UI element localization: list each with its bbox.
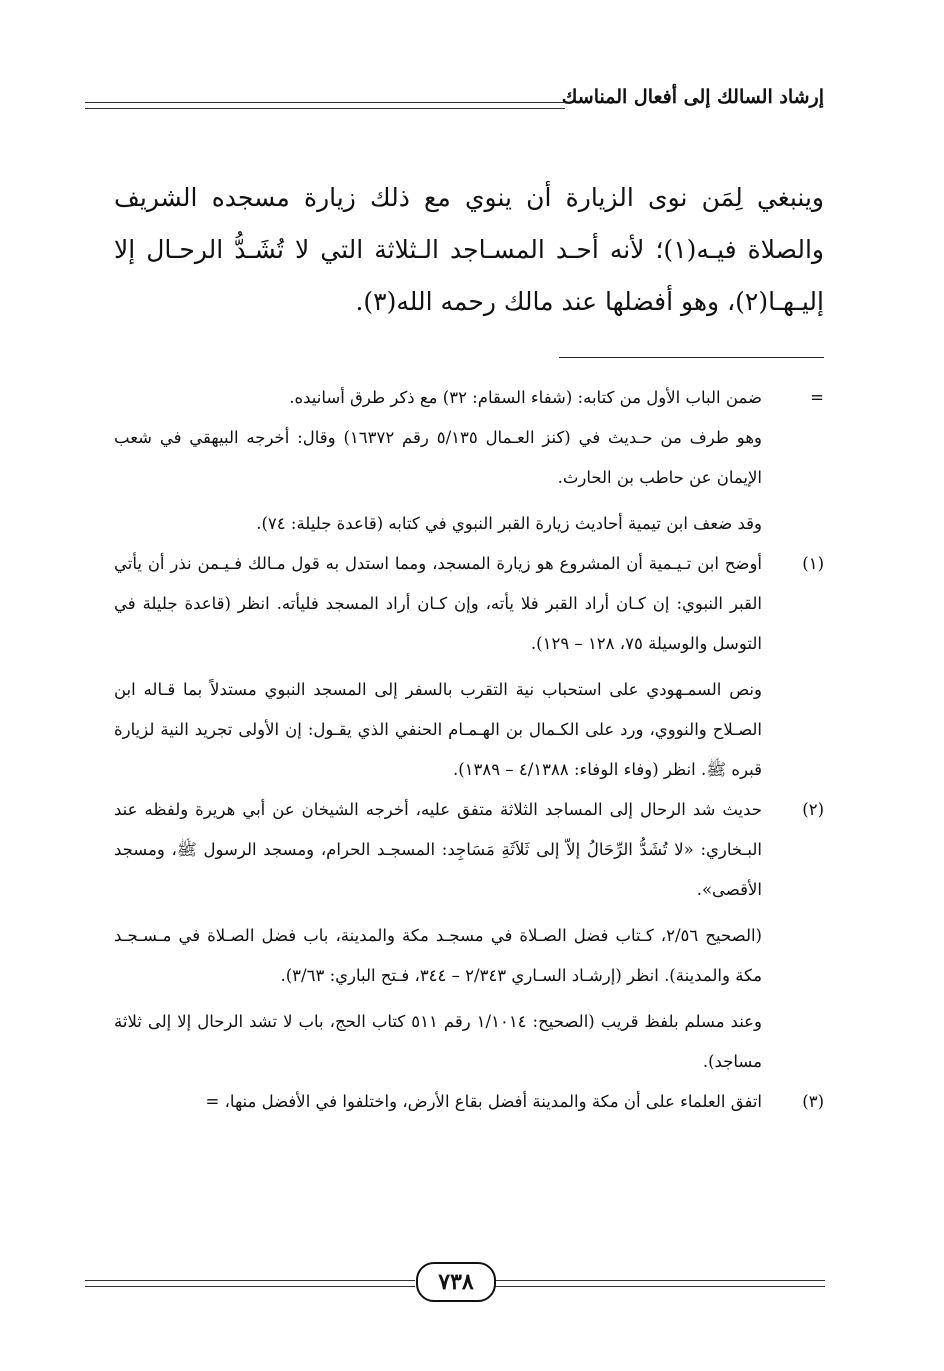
footnote-text: وهو طرف من حـديث في (كنز العـمال ٥/١٣٥ رقم ١٦٣٧٢) وقال: أخرجه البيهقي في شعب الإيمان عن حاطب بن الحارث. <box>114 428 762 487</box>
footnote-paragraph <box>114 916 824 996</box>
footer-rule-left <box>85 1280 415 1287</box>
footnote-paragraph <box>114 418 824 498</box>
main-text-block <box>114 172 824 328</box>
header-rule <box>85 102 565 109</box>
footnote-marker: (١) <box>802 554 824 573</box>
footnote-text: ونص السمـهودي على استحباب نية التقرب بالسفر إلى المسجد النبوي مستدلاً بما قـاله ابن الصـلاح والنووي، ورد على الكـمال بن الهـمـام الحنفي الذي يقـول: إن الأولى تجريد النية لزيارة قبره ﷺ. انظر (وفاء الوفاء: ٤/١٣٨٨ – ١٣٨٩). <box>114 680 762 779</box>
footer-rule-right <box>495 1280 825 1287</box>
header-title: إرشاد السالك إلى أفعال المناسك <box>561 86 824 108</box>
footnote-paragraph <box>114 1002 824 1082</box>
main-paragraph: وينبغي لِمَن نوى الزيارة أن ينوي مع ذلك زيارة مسجده الشريف والصلاة فيـه(١)؛ لأنه أحـد المسـاجد الـثلاثة التي لا تُشَـدُّ الرحـال إلا إليـهـا(٢)، وهو أفضلها عند مالك رحمه الله(٣). <box>114 183 824 316</box>
footnote-text: (الصحيح ٢/٥٦، كـتاب فضل الصـلاة في مسجـد مكة والمدينة، باب فضل الصـلاة في مـسـجـد مكة والمدينة). انظر (إرشـاد السـاري ٢/٣٤٣ – ٣٤٤، فـتح الباري: ٣/٦٣). <box>114 926 762 985</box>
running-header <box>85 80 824 116</box>
footnote-text: اتفق العلماء على أن مكة والمدينة أفضل بقاع الأرض، واختلفوا في الأفضل منها، = <box>205 1092 762 1111</box>
footnote-3 <box>114 1082 824 1122</box>
page-number: ٧٣٨ <box>416 1262 496 1302</box>
footnote-marker: (٢) <box>802 800 824 819</box>
footnotes <box>114 378 824 1122</box>
footnote-marker: (٣) <box>802 1092 824 1111</box>
footnote-marker: = <box>810 388 824 407</box>
footnote-continuation <box>114 378 824 418</box>
page-footer <box>85 1262 825 1308</box>
footnote-text: حديث شد الرحال إلى المساجد الثلاثة متفق عليه، أخرجه الشيخان عن أبي هريرة ولفظه عند البـخاري: «لا تُشَدُّ الرِّحَالُ إلاّ إلى ثَلاَثَةِ مَسَاجِد: المسجـد الحرام، ومسجد الرسول ﷺ، ومسجد الأقصى». <box>114 800 762 899</box>
footnote-text: وعند مسلم بلفظ قريب (الصحيح: ١/١٠١٤ رقم ٥١١ كتاب الحج، باب لا تشد الرحال إلا إلى ثلاثة مساجد). <box>114 1012 762 1071</box>
footnote-2 <box>114 790 824 910</box>
footnote-separator <box>559 357 824 358</box>
footnote-text: وقد ضعف ابن تيمية أحاديث زيارة القبر النبوي في كتابه (قاعدة جليلة: ٧٤). <box>256 514 762 533</box>
footnote-paragraph <box>114 670 824 790</box>
footnote-1 <box>114 544 824 664</box>
footnote-text: ضمن الباب الأول من كتابه: (شفاء السقام: ٣٢) مع ذكر طرق أسانيده. <box>289 388 762 407</box>
footnote-text: أوضح ابن تـيـمية أن المشروع هو زيارة المسجد، ومما استدل به قول مـالك فـيـمن نذر أن يأتي القبر النبوي: إن كـان أراد القبر فلا يأته، وإن كـان أراد المسجد فليأته. انظر (قاعدة جليلة في التوسل والوسيلة ٧٥، ١٢٨ – ١٢٩). <box>114 554 762 653</box>
footnote-paragraph <box>114 504 824 544</box>
